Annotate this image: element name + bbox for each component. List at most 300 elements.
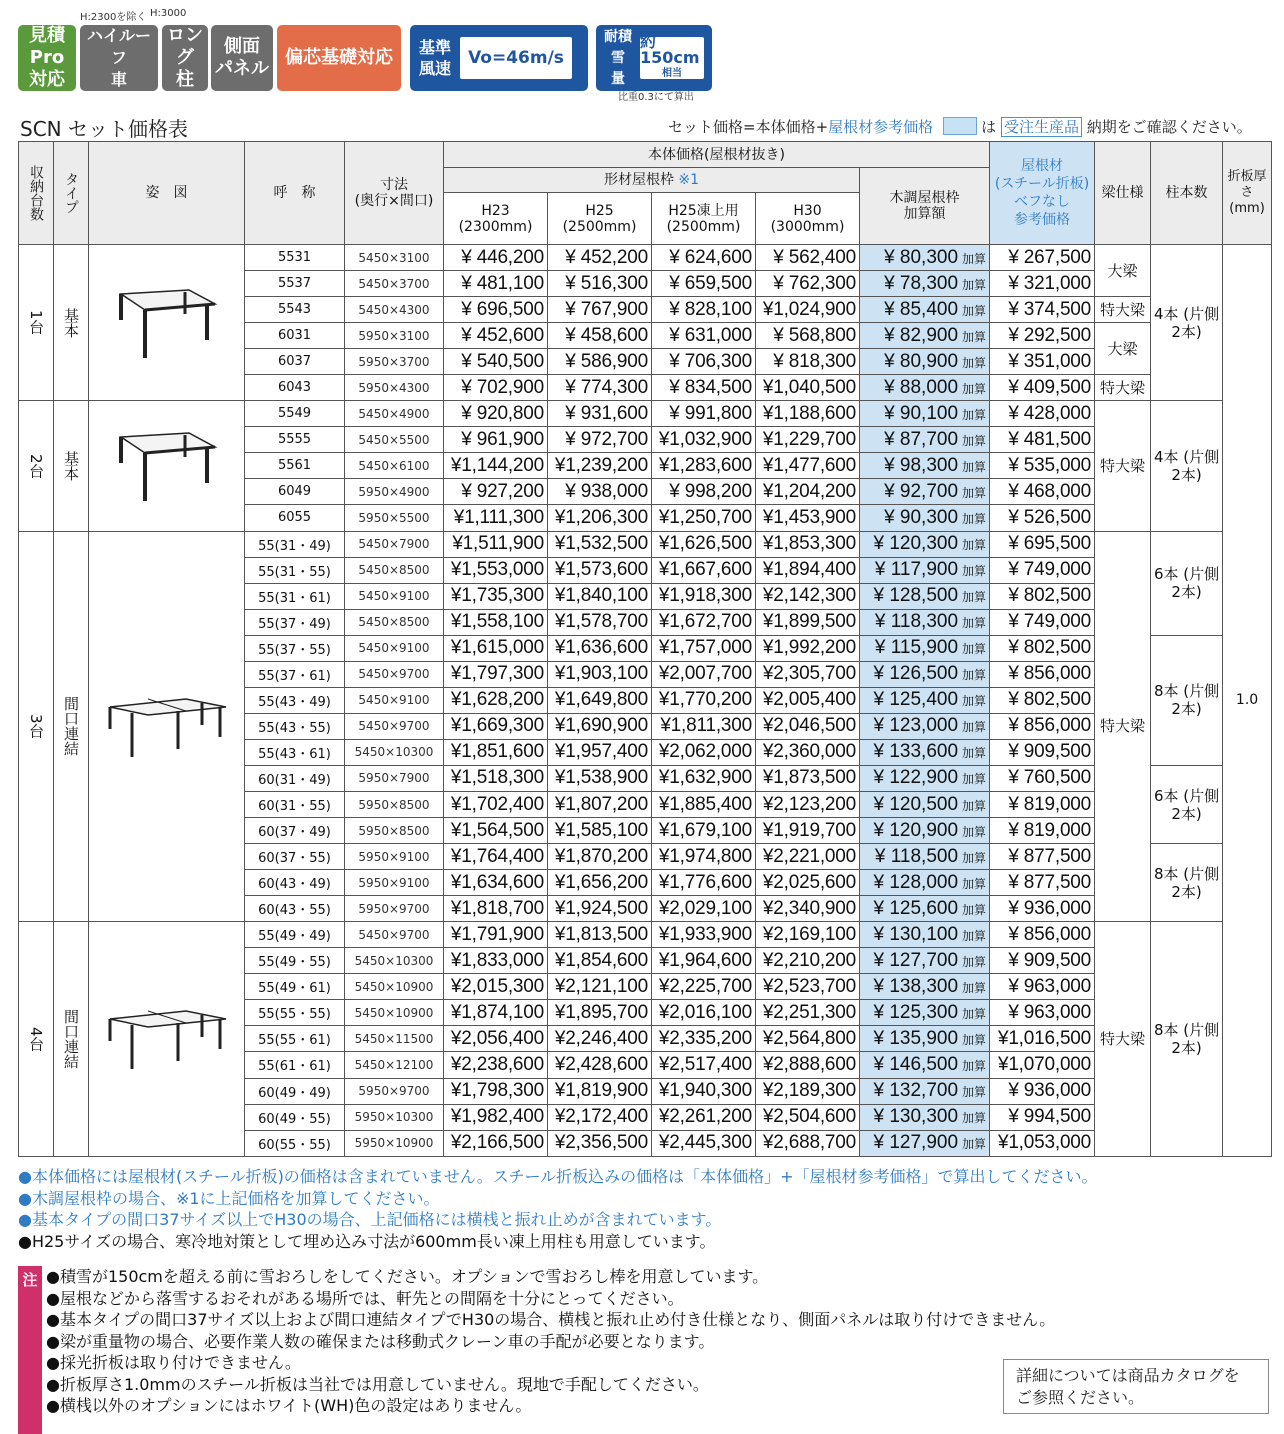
type-cell: 基本 <box>54 245 89 401</box>
name-cell: 6037 <box>245 349 345 375</box>
price-cell: ¥2,225,700 <box>652 974 756 1000</box>
dimension-cell: 5950×9700 <box>345 1078 444 1104</box>
price-cell: ¥ 568,800 <box>756 323 860 349</box>
price-cell: ¥ 998,200 <box>652 479 756 505</box>
price-cell: ¥2,062,000 <box>652 739 756 765</box>
dimension-cell: 5450×4900 <box>345 401 444 427</box>
name-cell: 55(55・55) <box>245 1000 345 1026</box>
price-cell: ¥1,250,700 <box>652 505 756 531</box>
price-cell: ¥1,813,500 <box>548 922 652 948</box>
price-cell: ¥1,757,000 <box>652 635 756 661</box>
roof-price-cell: ¥ 526,500 <box>990 505 1095 531</box>
price-cell: ¥ 659,500 <box>652 271 756 297</box>
header-count: 収納台数 <box>19 142 54 245</box>
price-cell: ¥ 702,900 <box>444 375 548 401</box>
roof-price-cell: ¥ 292,500 <box>990 323 1095 349</box>
price-cell: ¥1,776,600 <box>652 870 756 896</box>
dimension-cell: 5450×3100 <box>345 245 444 271</box>
name-cell: 55(37・49) <box>245 609 345 635</box>
price-cell: ¥2,360,000 <box>756 739 860 765</box>
price-cell: ¥ 774,300 <box>548 375 652 401</box>
header-shape-frame: 形材屋根枠 ※1 <box>444 168 860 193</box>
badge-mitsumori-pro: 見積Pro 対応 <box>18 25 76 91</box>
note-line: ●本体価格には屋根材(スチール折板)の価格は含まれていません。スチール折板込みの価格は「本体価格」+「屋根材参考価格」で算出してください。 <box>18 1167 1098 1186</box>
roof-price-cell: ¥1,070,000 <box>990 1052 1095 1078</box>
table-row <box>19 245 1272 271</box>
roof-price-cell: ¥ 936,000 <box>990 1078 1095 1104</box>
type-cell: 間口連結 <box>54 922 89 1156</box>
price-cell: ¥1,538,900 <box>548 765 652 791</box>
roof-price-cell: ¥ 802,500 <box>990 583 1095 609</box>
wood-addition-cell: ¥ 120,500 加算 <box>860 791 990 817</box>
note-line: ●木調屋根枠の場合、※1に上記価格を加算してください。 <box>18 1188 440 1208</box>
price-cell: ¥1,144,200 <box>444 453 548 479</box>
price-cell: ¥2,428,600 <box>548 1052 652 1078</box>
price-cell: ¥2,888,600 <box>756 1052 860 1078</box>
name-cell: 55(43・49) <box>245 687 345 713</box>
price-cell: ¥1,885,400 <box>652 791 756 817</box>
badge-long-post: ロング 柱 <box>162 25 208 91</box>
beam-cell: 特大梁 <box>1095 401 1151 531</box>
posts-cell: 8本 (片側2本) <box>1151 844 1223 922</box>
notes-section <box>18 1166 1098 1252</box>
count-cell: 3台 <box>19 531 54 922</box>
dimension-cell: 5450×10300 <box>345 739 444 765</box>
posts-cell: 8本 (片側2本) <box>1151 635 1223 765</box>
price-cell: ¥1,656,200 <box>548 870 652 896</box>
price-cell: ¥1,032,900 <box>652 427 756 453</box>
catalog-note: 詳細については商品カタログを ご参照ください。 <box>1003 1359 1269 1414</box>
price-cell: ¥2,564,800 <box>756 1026 860 1052</box>
figure-cell <box>89 245 245 401</box>
header-dimension: 寸法 (奥行×間口) <box>345 142 444 245</box>
price-cell: ¥2,166,500 <box>444 1130 548 1156</box>
price-cell: ¥ 834,500 <box>652 375 756 401</box>
wood-addition-cell: ¥ 135,900 加算 <box>860 1026 990 1052</box>
price-cell: ¥ 540,500 <box>444 349 548 375</box>
dimension-cell: 5950×10900 <box>345 1130 444 1156</box>
name-cell: 60(49・49) <box>245 1078 345 1104</box>
wood-addition-cell: ¥ 130,300 加算 <box>860 1104 990 1130</box>
name-cell: 5561 <box>245 453 345 479</box>
header-posts: 柱本数 <box>1151 142 1223 245</box>
price-cell: ¥ 931,600 <box>548 401 652 427</box>
color-swatch <box>943 117 977 135</box>
wood-addition-cell: ¥ 120,300 加算 <box>860 531 990 557</box>
price-table <box>18 141 1272 1157</box>
count-cell: 1台 <box>19 245 54 401</box>
roof-price-cell: ¥ 856,000 <box>990 922 1095 948</box>
roof-price-cell: ¥ 963,000 <box>990 1000 1095 1026</box>
roof-price-cell: ¥ 877,500 <box>990 870 1095 896</box>
name-cell: 5555 <box>245 427 345 453</box>
name-cell: 55(55・61) <box>245 1026 345 1052</box>
wood-addition-cell: ¥ 80,900 加算 <box>860 349 990 375</box>
posts-cell: 6本 (片側2本) <box>1151 531 1223 635</box>
name-cell: 55(49・61) <box>245 974 345 1000</box>
caution-line: ●横桟以外のオプションにはホワイト(WH)色の設定はありません。 <box>46 1396 532 1415</box>
price-cell: ¥2,238,600 <box>444 1052 548 1078</box>
wood-addition-cell: ¥ 126,500 加算 <box>860 661 990 687</box>
wood-addition-cell: ¥ 98,300 加算 <box>860 453 990 479</box>
dimension-cell: 5950×7900 <box>345 765 444 791</box>
price-cell: ¥1,672,700 <box>652 609 756 635</box>
posts-cell: 8本 (片側2本) <box>1151 922 1223 1156</box>
dimension-cell: 5450×10900 <box>345 1000 444 1026</box>
price-cell: ¥2,210,200 <box>756 948 860 974</box>
wood-addition-cell: ¥ 82,900 加算 <box>860 323 990 349</box>
price-cell: ¥1,957,400 <box>548 739 652 765</box>
dimension-cell: 5950×9100 <box>345 844 444 870</box>
price-cell: ¥ 452,200 <box>548 245 652 271</box>
table-row <box>19 531 1272 557</box>
wood-addition-cell: ¥ 127,900 加算 <box>860 1130 990 1156</box>
name-cell: 60(37・55) <box>245 844 345 870</box>
wood-addition-cell: ¥ 118,500 加算 <box>860 844 990 870</box>
price-cell: ¥2,046,500 <box>756 713 860 739</box>
price-cell: ¥1,564,500 <box>444 818 548 844</box>
price-cell: ¥1,851,600 <box>444 739 548 765</box>
price-cell: ¥ 961,900 <box>444 427 548 453</box>
price-cell: ¥1,992,200 <box>756 635 860 661</box>
price-cell: ¥ 452,600 <box>444 323 548 349</box>
price-cell: ¥1,585,100 <box>548 818 652 844</box>
roof-price-cell: ¥ 963,000 <box>990 974 1095 1000</box>
dimension-cell: 5950×8500 <box>345 818 444 844</box>
note-line: ●基本タイプの間口37サイズ以上でH30の場合、上記価格には横桟と振れ止めが含まれています。 <box>18 1210 722 1229</box>
price-cell: ¥2,123,200 <box>756 791 860 817</box>
price-cell: ¥1,933,900 <box>652 922 756 948</box>
price-cell: ¥1,854,600 <box>548 948 652 974</box>
dimension-cell: 5450×9700 <box>345 922 444 948</box>
price-cell: ¥1,024,900 <box>756 297 860 323</box>
price-cell: ¥1,770,200 <box>652 687 756 713</box>
header-h25: H25 (2500mm) <box>548 193 652 245</box>
posts-cell: 6本 (片側2本) <box>1151 765 1223 843</box>
beam-cell: 特大梁 <box>1095 297 1151 323</box>
price-cell: ¥1,919,700 <box>756 818 860 844</box>
price-cell: ¥1,791,900 <box>444 922 548 948</box>
price-cell: ¥2,016,100 <box>652 1000 756 1026</box>
price-cell: ¥2,142,300 <box>756 583 860 609</box>
price-cell: ¥2,007,700 <box>652 661 756 687</box>
caution-line: ●折板厚さ1.0mmのスチール折板は当社では用意していません。現地で手配してください。 <box>46 1374 709 1394</box>
header-wood-frame: 木調屋根枠 加算額 <box>860 168 990 245</box>
wood-addition-cell: ¥ 118,300 加算 <box>860 609 990 635</box>
name-cell: 5543 <box>245 297 345 323</box>
price-cell: ¥1,840,100 <box>548 583 652 609</box>
price-cell: ¥1,940,300 <box>652 1078 756 1104</box>
dimension-cell: 5450×11500 <box>345 1026 444 1052</box>
price-cell: ¥2,517,400 <box>652 1052 756 1078</box>
wood-addition-cell: ¥ 123,000 加算 <box>860 713 990 739</box>
price-cell: ¥1,628,200 <box>444 687 548 713</box>
price-cell: ¥2,189,300 <box>756 1078 860 1104</box>
header-thickness: 折板厚さ (mm) <box>1223 142 1272 245</box>
badge-side-panel: 側面 パネル <box>211 25 273 91</box>
roof-price-cell: ¥ 909,500 <box>990 739 1095 765</box>
wood-addition-cell: ¥ 128,500 加算 <box>860 583 990 609</box>
price-cell: ¥ 938,000 <box>548 479 652 505</box>
dimension-cell: 5450×10900 <box>345 974 444 1000</box>
dimension-cell: 5950×8500 <box>345 791 444 817</box>
dimension-cell: 5450×9700 <box>345 713 444 739</box>
price-cell: ¥2,015,300 <box>444 974 548 1000</box>
name-cell: 60(43・55) <box>245 896 345 922</box>
caution-section <box>18 1266 1055 1417</box>
wood-addition-cell: ¥ 88,000 加算 <box>860 375 990 401</box>
price-cell: ¥2,251,300 <box>756 1000 860 1026</box>
price-cell: ¥1,206,300 <box>548 505 652 531</box>
roof-price-cell: ¥ 749,000 <box>990 609 1095 635</box>
beam-cell: 大梁 <box>1095 245 1151 297</box>
table-row <box>19 401 1272 427</box>
price-cell: ¥1,679,100 <box>652 818 756 844</box>
price-cell: ¥ 828,100 <box>652 297 756 323</box>
price-cell: ¥ 516,300 <box>548 271 652 297</box>
name-cell: 55(49・49) <box>245 922 345 948</box>
price-cell: ¥1,690,900 <box>548 713 652 739</box>
price-cell: ¥1,239,200 <box>548 453 652 479</box>
price-cell: ¥1,702,400 <box>444 791 548 817</box>
dimension-cell: 5950×4300 <box>345 375 444 401</box>
price-cell: ¥1,111,300 <box>444 505 548 531</box>
price-cell: ¥1,669,300 <box>444 713 548 739</box>
roof-price-cell: ¥ 374,500 <box>990 297 1095 323</box>
price-cell: ¥2,172,400 <box>548 1104 652 1130</box>
wood-addition-cell: ¥ 85,400 加算 <box>860 297 990 323</box>
price-cell: ¥2,056,400 <box>444 1026 548 1052</box>
beam-cell: 特大梁 <box>1095 922 1151 1156</box>
roof-price-cell: ¥ 819,000 <box>990 791 1095 817</box>
price-cell: ¥1,667,600 <box>652 557 756 583</box>
price-cell: ¥1,833,000 <box>444 948 548 974</box>
name-cell: 55(31・49) <box>245 531 345 557</box>
price-cell: ¥1,204,200 <box>756 479 860 505</box>
price-cell: ¥1,899,500 <box>756 609 860 635</box>
price-cell: ¥1,532,500 <box>548 531 652 557</box>
price-cell: ¥ 562,400 <box>756 245 860 271</box>
carport-connected-figure <box>102 685 232 765</box>
price-cell: ¥ 920,800 <box>444 401 548 427</box>
price-cell: ¥1,764,400 <box>444 844 548 870</box>
wind-speed-box: 基準 風速 Vo=46m/s <box>410 25 588 91</box>
roof-price-cell: ¥ 321,000 <box>990 271 1095 297</box>
price-cell: ¥1,918,300 <box>652 583 756 609</box>
dimension-cell: 5950×3100 <box>345 323 444 349</box>
header-h23: H23 (2300mm) <box>444 193 548 245</box>
roof-price-cell: ¥ 909,500 <box>990 948 1095 974</box>
price-cell: ¥1,797,300 <box>444 661 548 687</box>
type-cell: 間口連結 <box>54 531 89 922</box>
posts-cell: 4本 (片側2本) <box>1151 401 1223 531</box>
header-h30: H30 (3000mm) <box>756 193 860 245</box>
price-cell: ¥1,873,500 <box>756 765 860 791</box>
dimension-cell: 5950×9700 <box>345 896 444 922</box>
carport-single-figure <box>107 276 227 366</box>
price-cell: ¥ 586,900 <box>548 349 652 375</box>
price-cell: ¥ 631,000 <box>652 323 756 349</box>
name-cell: 6043 <box>245 375 345 401</box>
price-cell: ¥ 927,200 <box>444 479 548 505</box>
figure-cell <box>89 531 245 922</box>
dimension-cell: 5450×5500 <box>345 427 444 453</box>
price-cell: ¥1,615,000 <box>444 635 548 661</box>
price-cell: ¥1,573,600 <box>548 557 652 583</box>
caution-line: ●屋根などから落雪するおそれがある場所では、軒先との間隔を十分にとってください。 <box>46 1288 684 1308</box>
price-cell: ¥1,903,100 <box>548 661 652 687</box>
roof-price-cell: ¥ 877,500 <box>990 844 1095 870</box>
dimension-cell: 5950×4900 <box>345 479 444 505</box>
roof-price-cell: ¥ 535,000 <box>990 453 1095 479</box>
roof-price-cell: ¥ 749,000 <box>990 557 1095 583</box>
roof-price-cell: ¥ 695,500 <box>990 531 1095 557</box>
badge-highroof: ハイルーフ 車 <box>80 25 158 91</box>
price-cell: ¥2,335,200 <box>652 1026 756 1052</box>
name-cell: 55(31・61) <box>245 583 345 609</box>
price-cell: ¥1,558,100 <box>444 609 548 635</box>
wind-speed-value: Vo=46m/s <box>460 37 572 79</box>
note-line: ●H25サイズの場合、寒冷地対策として埋め込み寸法が600mm長い凍上用柱も用意しています。 <box>18 1231 716 1251</box>
price-cell: ¥2,305,700 <box>756 661 860 687</box>
price-cell: ¥1,964,600 <box>652 948 756 974</box>
name-cell: 55(37・61) <box>245 661 345 687</box>
name-cell: 60(31・49) <box>245 765 345 791</box>
name-cell: 55(43・61) <box>245 739 345 765</box>
caution-label: 注 <box>18 1266 42 1434</box>
posts-cell: 4本 (片側2本) <box>1151 245 1223 401</box>
wood-addition-cell: ¥ 80,300 加算 <box>860 245 990 271</box>
price-cell: ¥1,229,700 <box>756 427 860 453</box>
figure-cell <box>89 401 245 531</box>
figure-cell <box>89 922 245 1156</box>
note-h2300: H:2300を除く <box>80 12 147 23</box>
price-cell: ¥2,246,400 <box>548 1026 652 1052</box>
price-cell: ¥2,169,100 <box>756 922 860 948</box>
name-cell: 60(49・55) <box>245 1104 345 1130</box>
wood-addition-cell: ¥ 120,900 加算 <box>860 818 990 844</box>
dimension-cell: 5950×3700 <box>345 349 444 375</box>
price-cell: ¥ 624,600 <box>652 245 756 271</box>
wood-addition-cell: ¥ 128,000 加算 <box>860 870 990 896</box>
price-cell: ¥1,518,300 <box>444 765 548 791</box>
dimension-cell: 5450×9700 <box>345 661 444 687</box>
name-cell: 5549 <box>245 401 345 427</box>
price-cell: ¥1,649,800 <box>548 687 652 713</box>
price-cell: ¥1,894,400 <box>756 557 860 583</box>
price-cell: ¥1,188,600 <box>756 401 860 427</box>
name-cell: 55(43・55) <box>245 713 345 739</box>
price-cell: ¥1,853,300 <box>756 531 860 557</box>
price-cell: ¥2,688,700 <box>756 1130 860 1156</box>
name-cell: 55(37・55) <box>245 635 345 661</box>
badge-offset-foundation: 偏芯基礎対応 <box>277 25 401 91</box>
wood-addition-cell: ¥ 122,900 加算 <box>860 765 990 791</box>
carport-connected-figure <box>102 997 232 1077</box>
caution-line: ●積雪が150cmを超える前に雪おろしをしてください。オプションで雪おろし棒を用意しています。 <box>46 1267 769 1286</box>
price-cell: ¥1,870,200 <box>548 844 652 870</box>
roof-price-cell: ¥ 802,500 <box>990 687 1095 713</box>
price-cell: ¥ 696,500 <box>444 297 548 323</box>
roof-price-cell: ¥ 856,000 <box>990 713 1095 739</box>
price-cell: ¥ 481,100 <box>444 271 548 297</box>
header-beam: 梁仕様 <box>1095 142 1151 245</box>
dimension-cell: 5450×9100 <box>345 635 444 661</box>
price-formula: セット価格=本体価格+屋根材参考価格 は 受注生産品 納期をご確認ください。 <box>668 118 1252 136</box>
price-cell: ¥1,634,600 <box>444 870 548 896</box>
price-cell: ¥2,356,500 <box>548 1130 652 1156</box>
header-roof-price: 屋根材 (スチール折板) ベフなし 参考価格 <box>990 142 1095 245</box>
name-cell: 60(31・55) <box>245 791 345 817</box>
price-cell: ¥ 446,200 <box>444 245 548 271</box>
roof-price-cell: ¥ 428,000 <box>990 401 1095 427</box>
roof-price-cell: ¥1,016,500 <box>990 1026 1095 1052</box>
price-cell: ¥ 991,800 <box>652 401 756 427</box>
price-cell: ¥2,029,100 <box>652 896 756 922</box>
price-cell: ¥1,798,300 <box>444 1078 548 1104</box>
name-cell: 6031 <box>245 323 345 349</box>
caution-line: ●基本タイプの間口37サイズ以上および間口連結タイプでH30の場合、横桟と振れ止め付き仕様となり、側面パネルは取り付けできません。 <box>46 1310 1056 1329</box>
price-cell: ¥2,504,600 <box>756 1104 860 1130</box>
price-cell: ¥ 458,600 <box>548 323 652 349</box>
name-cell: 5531 <box>245 245 345 271</box>
dimension-cell: 5450×8500 <box>345 609 444 635</box>
price-cell: ¥1,735,300 <box>444 583 548 609</box>
wood-addition-cell: ¥ 125,300 加算 <box>860 1000 990 1026</box>
price-cell: ¥2,340,900 <box>756 896 860 922</box>
roof-price-cell: ¥ 267,500 <box>990 245 1095 271</box>
wood-addition-cell: ¥ 130,100 加算 <box>860 922 990 948</box>
price-cell: ¥1,553,000 <box>444 557 548 583</box>
dimension-cell: 5450×6100 <box>345 453 444 479</box>
wood-addition-cell: ¥ 127,700 加算 <box>860 948 990 974</box>
price-cell: ¥1,453,900 <box>756 505 860 531</box>
name-cell: 60(37・49) <box>245 818 345 844</box>
price-cell: ¥1,874,100 <box>444 1000 548 1026</box>
price-cell: ¥1,982,400 <box>444 1104 548 1130</box>
snow-load-box: 耐積雪 量 約150cm 相当 <box>596 25 712 91</box>
price-cell: ¥1,283,600 <box>652 453 756 479</box>
carport-single-figure <box>107 419 227 509</box>
roof-price-cell: ¥ 994,500 <box>990 1104 1095 1130</box>
page-title: SCN セット価格表 <box>20 117 188 141</box>
price-cell: ¥ 706,300 <box>652 349 756 375</box>
roof-price-cell: ¥ 481,500 <box>990 427 1095 453</box>
name-cell: 6055 <box>245 505 345 531</box>
header-figure: 姿 図 <box>89 142 245 245</box>
price-cell: ¥1,626,500 <box>652 531 756 557</box>
price-cell: ¥1,811,300 <box>652 713 756 739</box>
name-cell: 60(55・55) <box>245 1130 345 1156</box>
roof-price-cell: ¥ 409,500 <box>990 375 1095 401</box>
price-cell: ¥2,261,200 <box>652 1104 756 1130</box>
dimension-cell: 5450×3700 <box>345 271 444 297</box>
roof-price-cell: ¥ 760,500 <box>990 765 1095 791</box>
dimension-cell: 5450×12100 <box>345 1052 444 1078</box>
price-cell: ¥2,005,400 <box>756 687 860 713</box>
wood-addition-cell: ¥ 90,100 加算 <box>860 401 990 427</box>
price-cell: ¥1,578,700 <box>548 609 652 635</box>
name-cell: 55(49・55) <box>245 948 345 974</box>
snow-note: 比重0.3にて算出 <box>618 92 694 103</box>
wood-addition-cell: ¥ 117,900 加算 <box>860 557 990 583</box>
dimension-cell: 5950×10300 <box>345 1104 444 1130</box>
price-cell: ¥1,807,200 <box>548 791 652 817</box>
dimension-cell: 5450×8500 <box>345 557 444 583</box>
name-cell: 60(43・49) <box>245 870 345 896</box>
price-cell: ¥1,974,800 <box>652 844 756 870</box>
price-cell: ¥1,924,500 <box>548 896 652 922</box>
